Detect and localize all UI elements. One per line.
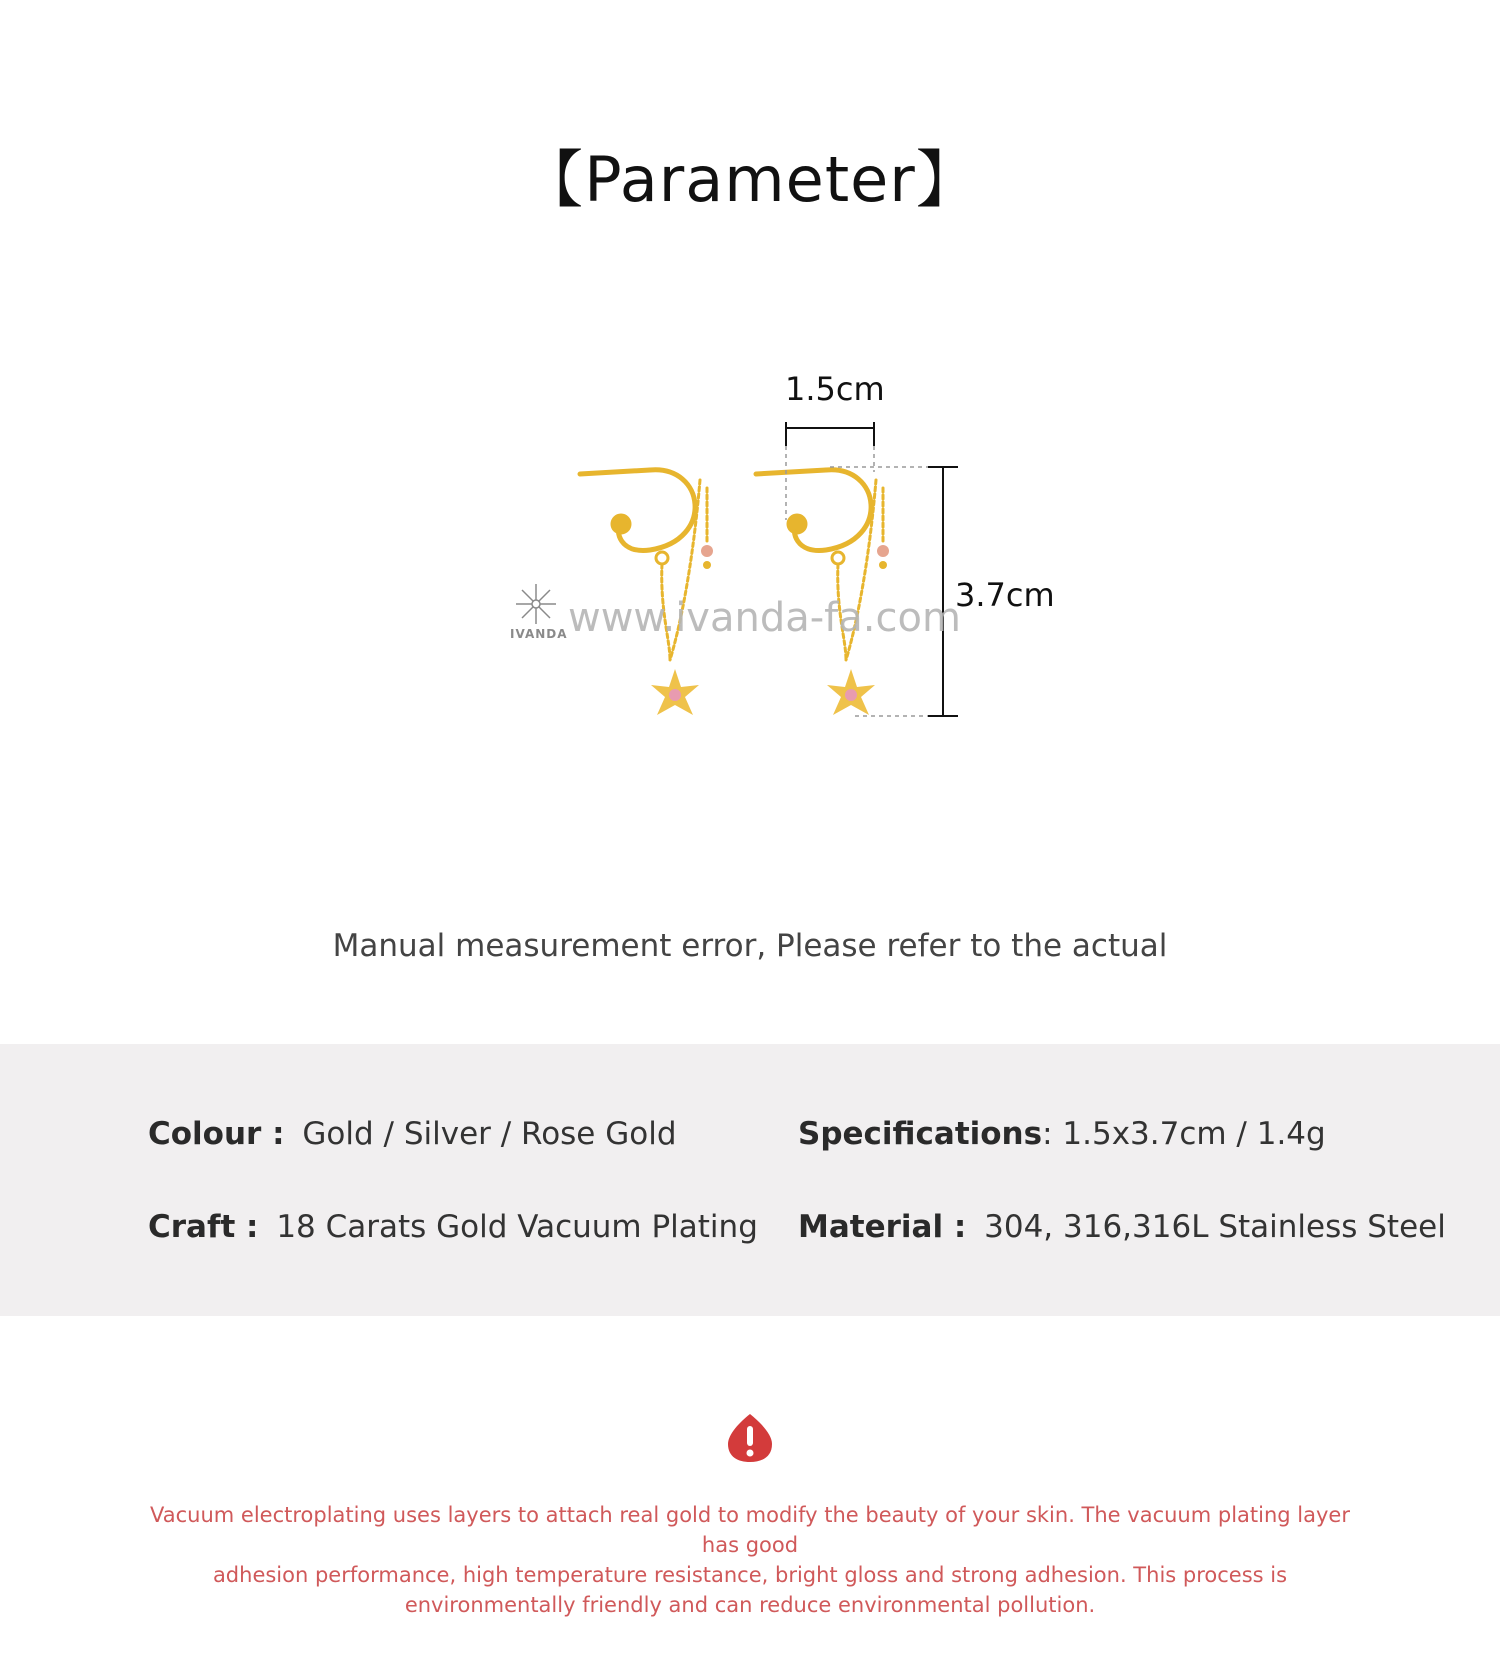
page-title: 【Parameter】 [521, 143, 979, 216]
spec-specifications-label: Specifications [798, 1116, 1043, 1152]
measurement-note: Manual measurement error, Please refer to the actual [332, 928, 1168, 964]
watermark-logo-text: IVANDA [510, 627, 568, 641]
spec-craft [148, 1209, 758, 1245]
disclaimer-line-2: adhesion performance, high temperature resistance, bright gloss and strong adhesion. This process is [212, 1563, 1288, 1587]
right-star-pendant [827, 669, 875, 715]
spec-colour-value: Gold / Silver / Rose Gold [302, 1116, 677, 1152]
product-figure [500, 360, 1060, 760]
spec-specifications-value: : 1.5x3.7cm / 1.4g [1042, 1116, 1326, 1152]
watermark-text: www.ivanda-fa.com [568, 595, 961, 641]
spec-material-label: Material : [798, 1209, 967, 1245]
height-dimension [928, 467, 958, 716]
disclaimer-line-1: Vacuum electroplating uses layers to attach real gold to modify the beauty of your skin. The vacuum plating layer has good [150, 1503, 1350, 1557]
spec-material-value: 304, 316,316L Stainless Steel [984, 1209, 1446, 1245]
spec-material [798, 1209, 1446, 1245]
spec-colour [148, 1116, 677, 1152]
spec-colour-label: Colour : [148, 1116, 285, 1152]
spec-specifications [798, 1116, 1326, 1152]
disclaimer-line-3: environmentally friendly and can reduce environmental pollution. [404, 1593, 1096, 1617]
earrings-illustration [500, 360, 1060, 760]
spec-band [0, 1044, 1500, 1316]
disclaimer-text [150, 1500, 1350, 1620]
width-label: 1.5cm [785, 370, 885, 408]
width-dimension [786, 422, 874, 446]
height-label: 3.7cm [955, 576, 1055, 614]
alert-icon [726, 1412, 774, 1464]
left-star-pendant [651, 669, 699, 715]
spec-craft-label: Craft : [148, 1209, 259, 1245]
spec-craft-value: 18 Carats Gold Vacuum Plating [276, 1209, 758, 1245]
